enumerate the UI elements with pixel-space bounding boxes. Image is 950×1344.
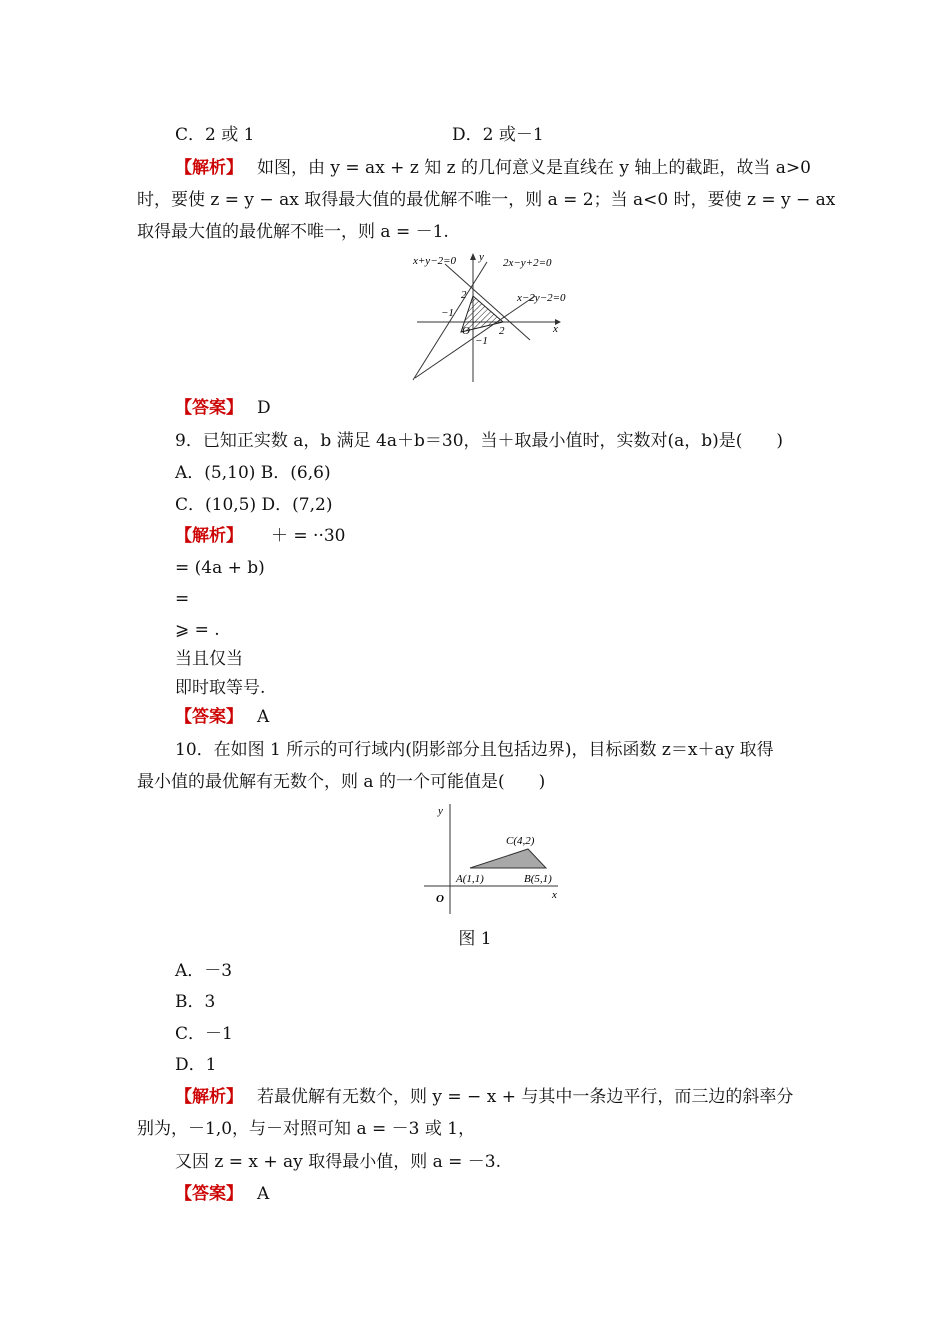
q9-analysis-line1 xyxy=(175,525,346,547)
tick-y-2: 2 xyxy=(461,289,467,301)
tick-x-2: 2 xyxy=(499,325,505,337)
answer-value: A xyxy=(257,1184,270,1204)
label-point-c: C(4,2) xyxy=(506,835,535,847)
label-line3: x−2y−2=0 xyxy=(517,292,566,304)
q9-options-ab: A．(5,10) B．(6,6) xyxy=(175,463,331,483)
q10-figure-caption: 图 1 xyxy=(458,929,492,949)
q8-option-d: D．2 或－1 xyxy=(452,125,544,145)
q10-analysis-line2: 别为，－1,0，与－对照可知 a = －3 或 1， xyxy=(137,1119,476,1139)
q9-analysis-line6: 即时取等号. xyxy=(175,678,266,698)
answer-tag: 【答案】 xyxy=(175,1184,243,1204)
label-x-axis: x xyxy=(553,323,558,335)
y-axis-arrow xyxy=(470,253,476,260)
q9-analysis-line2: = (4a + b) xyxy=(175,558,265,578)
q9-analysis-line3: = xyxy=(175,589,190,609)
analysis-text: ＋ = ··30 xyxy=(271,526,346,546)
q10-stem-line1: 10．在如图 1 所示的可行域内(阴影部分且包括边界)，目标函数 z＝x＋ay 取得 xyxy=(175,740,774,760)
q10-option-d: D．1 xyxy=(175,1055,217,1075)
label-line1: x+y−2=0 xyxy=(413,255,457,267)
analysis-tag: 【解析】 xyxy=(175,158,243,178)
answer-value: A xyxy=(257,707,270,727)
label-point-b: B(5,1) xyxy=(524,873,552,885)
label-x-axis: x xyxy=(552,889,557,901)
analysis-tag: 【解析】 xyxy=(175,526,243,546)
q10-option-a: A．－3 xyxy=(175,961,233,981)
q10-option-c: C．－1 xyxy=(175,1024,233,1044)
analysis-text: 如图，由 y = ax + z 知 z 的几何意义是直线在 y 轴上的截距，故当 a>0 xyxy=(257,158,811,178)
q8-feasible-region-figure xyxy=(405,250,590,390)
analysis-tag: 【解析】 xyxy=(175,1087,243,1107)
origin-label: O xyxy=(462,325,470,337)
q10-feasible-region-figure xyxy=(420,798,570,918)
q8-analysis-line3: 取得最大值的最优解不唯一，则 a = －1. xyxy=(137,222,449,242)
q9-analysis-line5: 当且仅当 xyxy=(175,649,243,669)
label-y-axis: y xyxy=(438,805,443,817)
label-y-axis: y xyxy=(479,251,484,263)
q8-analysis-line1 xyxy=(175,157,811,179)
tick-y-minus-1: −1 xyxy=(475,335,488,347)
q10-analysis-line1 xyxy=(175,1086,793,1108)
q9-stem: 9．已知正实数 a，b 满足 4a＋b＝30，当＋取最小值时，实数对(a，b)是( ) xyxy=(175,431,784,451)
answer-tag: 【答案】 xyxy=(175,398,243,418)
tick-x-minus-1: −1 xyxy=(441,307,454,319)
q8-option-c: C．2 或 1 xyxy=(175,125,255,145)
triangle-region xyxy=(470,849,546,868)
q10-analysis-line3: 又因 z = x + ay 取得最小值，则 a = －3. xyxy=(175,1152,502,1172)
q8-answer xyxy=(175,397,271,419)
label-line2: 2x−y+2=0 xyxy=(503,257,552,269)
origin-label: O xyxy=(436,893,444,905)
q9-options-cd: C．(10,5) D．(7,2) xyxy=(175,495,333,515)
q9-answer xyxy=(175,706,269,728)
q8-analysis-line2: 时，要使 z = y − ax 取得最大值的最优解不唯一，则 a = 2；当 a<0 时，要使 z = y − ax xyxy=(137,190,836,210)
answer-value: D xyxy=(257,398,271,418)
q10-option-b: B．3 xyxy=(175,992,216,1012)
analysis-text: 若最优解有无数个，则 y = − x + 与其中一条边平行，而三边的斜率分 xyxy=(257,1087,794,1107)
answer-tag: 【答案】 xyxy=(175,707,243,727)
q9-analysis-line4: ⩾ = . xyxy=(175,620,220,640)
q10-stem-line2: 最小值的最优解有无数个，则 a 的一个可能值是( ) xyxy=(137,772,546,792)
label-point-a: A(1,1) xyxy=(456,873,484,885)
q10-answer xyxy=(175,1183,269,1205)
